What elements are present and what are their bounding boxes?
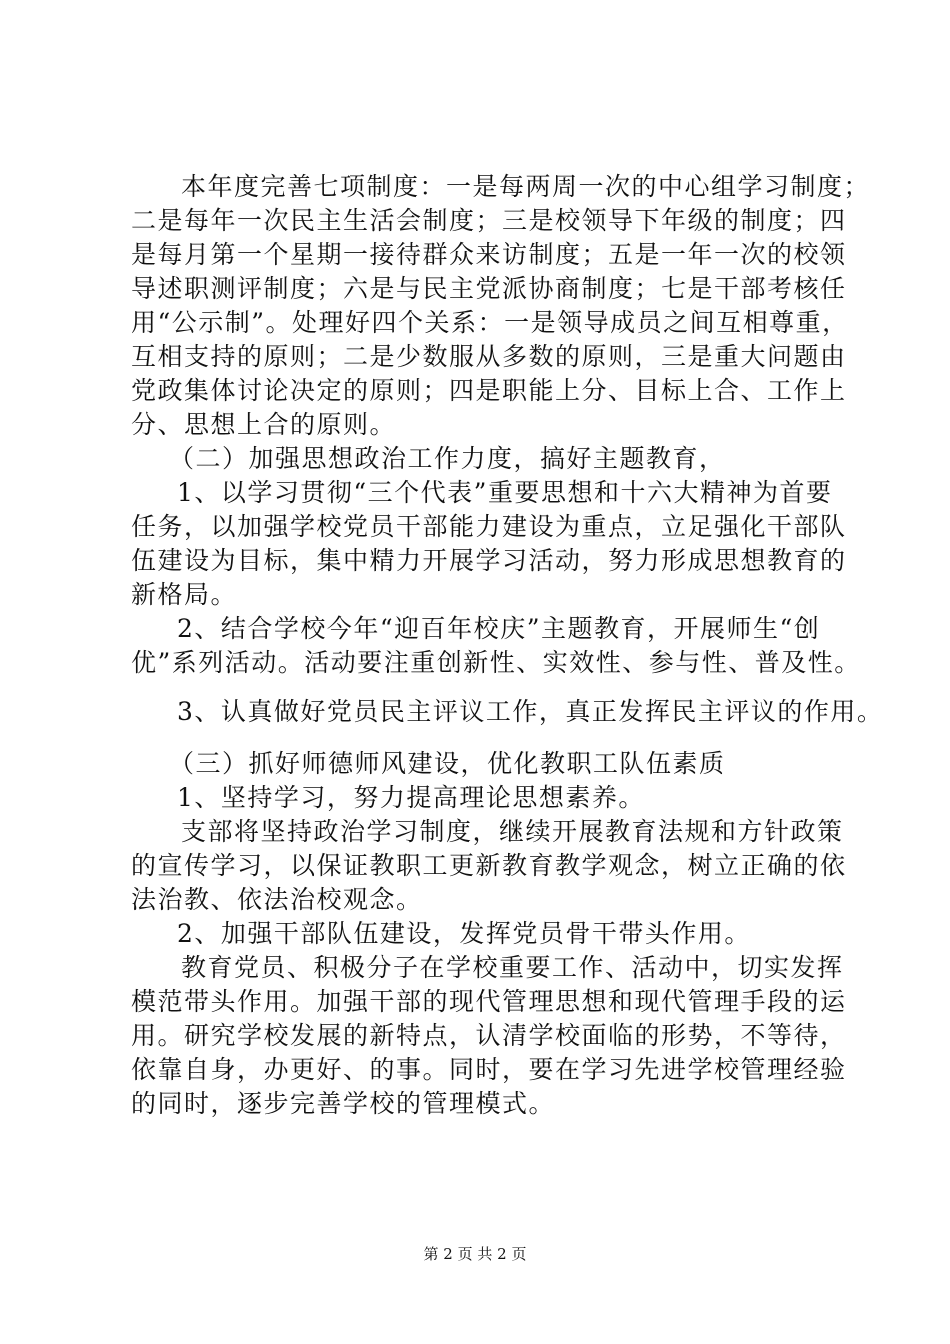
text-line: 伍建设为目标，集中精力开展学习活动，努力形成思想教育的 bbox=[131, 546, 847, 575]
text-line: 1、坚持学习，努力提高理论思想素养。 bbox=[177, 783, 645, 812]
text-line: 的同时，逐步完善学校的管理模式。 bbox=[131, 1089, 556, 1118]
text-line: 分、思想上合的原则。 bbox=[131, 410, 397, 439]
text-line: 2、结合学校今年“迎百年校庆”主题教育，开展师生“创 bbox=[177, 614, 821, 643]
text-line: 优”系列活动。活动要注重创新性、实效性、参与性、普及性。 bbox=[131, 648, 861, 677]
text-line: 2、加强干部队伍建设，发挥党员骨干带头作用。 bbox=[177, 919, 751, 948]
text-line: 支部将坚持政治学习制度，继续开展教育法规和方针政策 bbox=[181, 817, 844, 846]
text-line: 依靠自身，办更好、的事。同时，要在学习先进学校管理经验 bbox=[131, 1055, 847, 1084]
text-line: 的宣传学习，以保证教职工更新教育教学观念，树立正确的依 bbox=[131, 851, 847, 880]
text-line: 二是每年一次民主生活会制度；三是校领导下年级的制度；四 bbox=[131, 206, 847, 235]
text-line: 任务，以加强学校党员干部能力建设为重点，立足强化干部队 bbox=[131, 512, 847, 541]
text-line: 新格局。 bbox=[131, 580, 238, 609]
section-heading: （二）加强思想政治工作力度，搞好主题教育， bbox=[169, 444, 726, 473]
text-line: 用“公示制”。处理好四个关系：一是领导成员之间互相尊重， bbox=[131, 308, 849, 337]
text-line: 党政集体讨论决定的原则；四是职能上分、目标上合、工作上 bbox=[131, 376, 847, 405]
text-line: 本年度完善七项制度：一是每两周一次的中心组学习制度； bbox=[181, 172, 871, 201]
section-heading: （三）抓好师德师风建设，优化教职工队伍素质 bbox=[169, 749, 726, 778]
text-line: 导述职测评制度；六是与民主党派协商制度；七是干部考核任 bbox=[131, 274, 847, 303]
text-line: 模范带头作用。加强干部的现代管理思想和现代管理手段的运 bbox=[131, 987, 847, 1016]
page-number: 第 2 页 共 2 页 bbox=[423, 1245, 527, 1263]
text-line: 是每月第一个星期一接待群众来访制度；五是一年一次的校领 bbox=[131, 240, 847, 269]
text-line: 法治教、依法治校观念。 bbox=[131, 885, 423, 914]
text-line: 教育党员、积极分子在学校重要工作、活动中，切实发挥 bbox=[181, 953, 844, 982]
text-line: 1、以学习贯彻“三个代表”重要思想和十六大精神为首要 bbox=[177, 478, 833, 507]
text-line: 3、认真做好党员民主评议工作，真正发挥民主评议的作用。 bbox=[177, 697, 884, 726]
text-line: 用。研究学校发展的新特点，认清学校面临的形势，不等待， bbox=[131, 1021, 847, 1050]
text-line: 互相支持的原则；二是少数服从多数的原则，三是重大问题由 bbox=[131, 342, 847, 371]
